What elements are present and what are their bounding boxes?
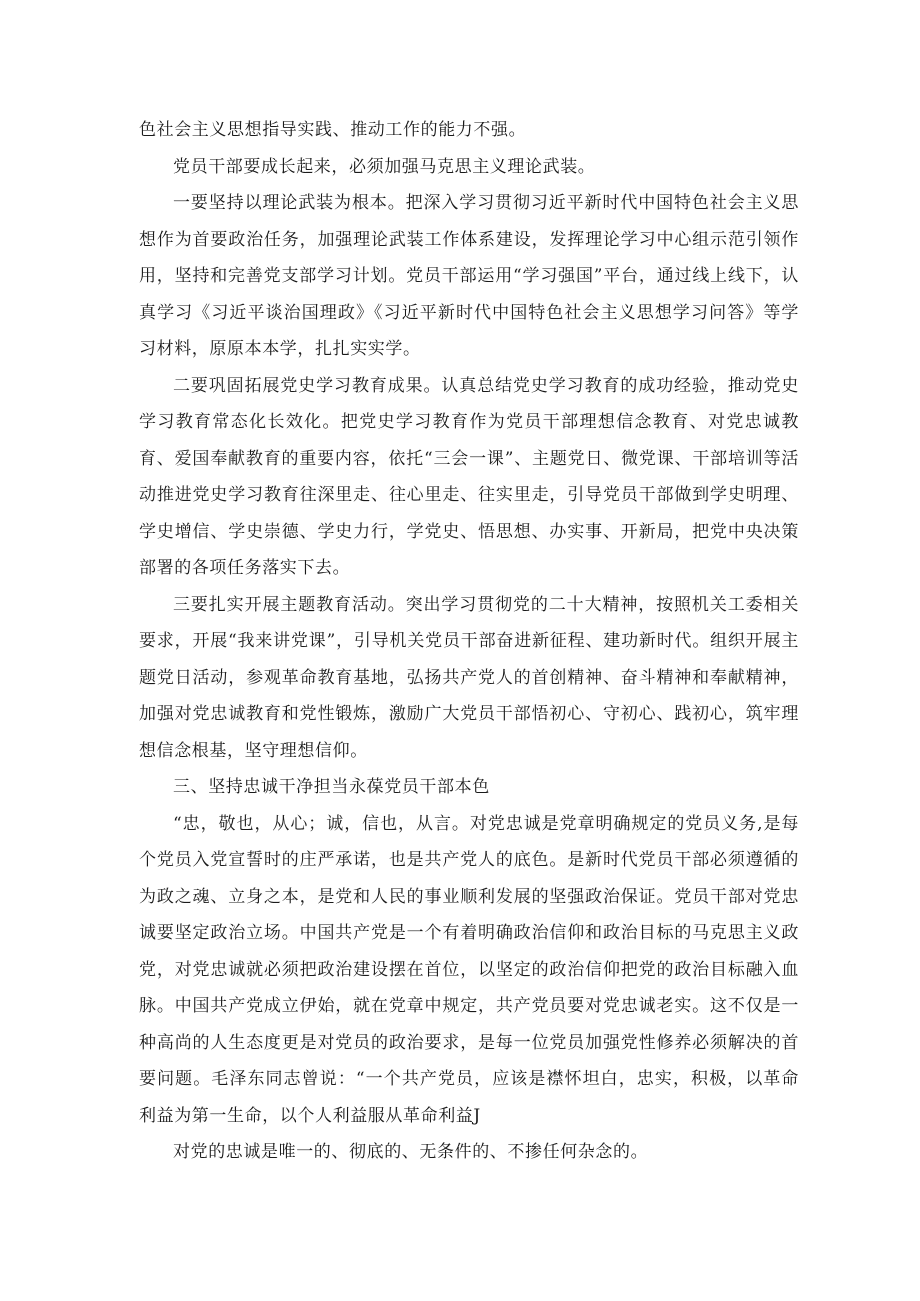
paragraph-loyalty: “忠，敬也，从心；诚，信也，从言。对党忠诚是党章明确规定的党员义务,是每个党员入党宣誓时的庄严承诺，也是共产党人的底色。是新时代党员干部必须遵循的为政之魂、立身之本，是党和人民的事业顺利发展的坚强政治保证。党员干部对党忠诚要坚定政治立场。中国共产党是一个有着明确政治信仰和政治目标的马克思主义政党，对党忠诚就必须把政治建设摆在首位，以坚定的政治信仰把党的政治目标融入血脉。中国共产党成立伊始，就在党章中规定，共产党员要对党忠诚老实。这不仅是一种高尚的人生态度更是对党员的政治要求，是每一位党员加强党性修养必须解决的首要问题。毛泽东同志曾说：“一个共产党员，应该是襟怀坦白，忠实，积极，以革命利益为第一生命，以个人利益服从革命利益J <box>139 813 799 1126</box>
paragraph-point-two: 二要巩固拓展党史学习教育成果。认真总结党史学习教育的成功经验，推动党史学习教育常态化长效化。把党史学习教育作为党员干部理想信念教育、对党忠诚教育、爱国奉献教育的重要内容，依托“三会一课”、主题党日、微党课、干部培训等活动推进党史学习教育往深里走、往心里走、往实里走，引导党员干部做到学史明理、学史增信、学史崇德、学史力行，学党史、悟思想、办实事、开新局，把党中央决策部署的各项任务落实下去。 <box>139 375 799 578</box>
paragraph-conclusion: 对党的忠诚是唯一的、彻底的、无条件的、不掺任何杂念的。 <box>173 1142 649 1162</box>
paragraph-point-three: 三要扎实开展主题教育活动。突出学习贯彻党的二十大精神，按照机关工委相关要求，开展“我来讲党课”，引导机关党员干部奋进新征程、建功新时代。组织开展主题党日活动，参观革命教育基地，弘扬共产党人的首创精神、奋斗精神和奉献精神，加强对党忠诚教育和党性锻炼，激励广大党员干部悟初心、守初心、践初心，筑牢理想信念根基，坚守理想信仰。 <box>139 594 799 761</box>
paragraph-continuation: 色社会主义思想指导实践、推动工作的能力不强。 <box>139 120 527 140</box>
paragraph-intro: 党员干部要成长起来，必须加强马克思主义理论武装。 <box>173 156 596 177</box>
document-body <box>139 112 799 1171</box>
section-heading: 三、坚持忠诚干净担当永葆党员干部本色 <box>173 777 490 797</box>
paragraph-point-one: 一要坚持以理论武装为根本。把深入学习贯彻习近平新时代中国特色社会主义思想作为首要政治任务，加强理论武装工作体系建设，发挥理论学习中心组示范引领作用，坚持和完善党支部学习计划。党员干部运用“学习强国”平台，通过线上线下，认真学习《习近平谈治国理政》《习近平新时代中国特色社会主义思想学习问答》等学习材料，原原本本学，扎扎实实学。 <box>139 193 799 359</box>
